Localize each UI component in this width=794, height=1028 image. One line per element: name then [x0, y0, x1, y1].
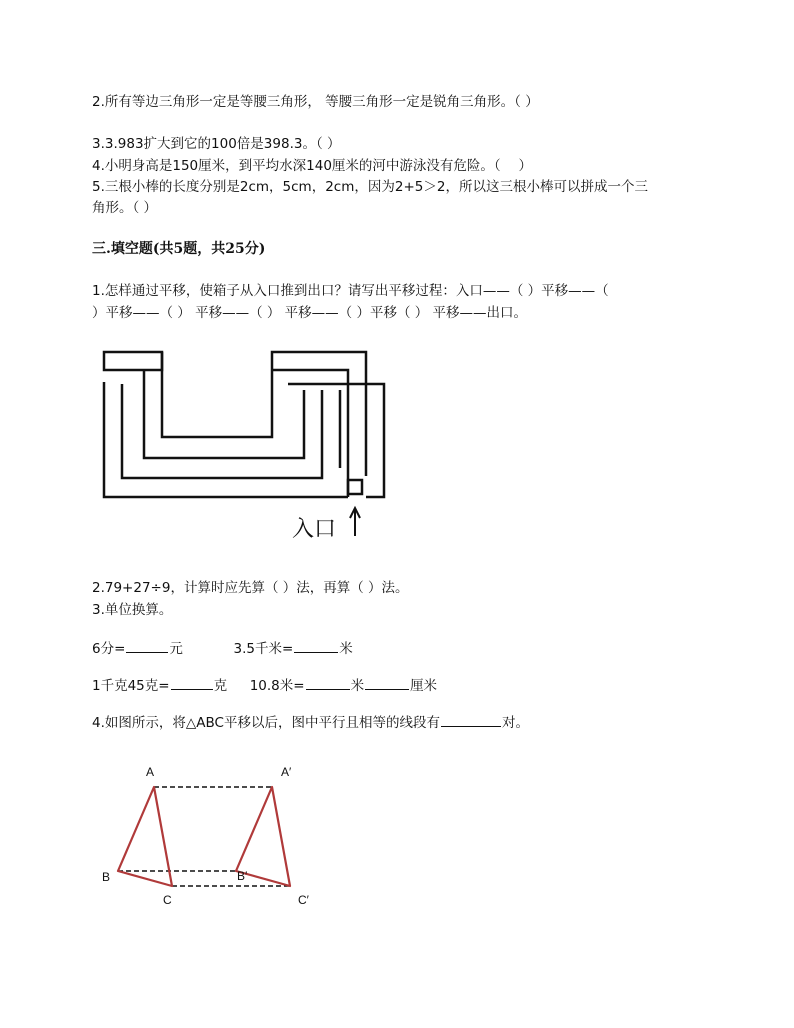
maze-wall-right-inner: [272, 370, 348, 497]
maze-box: [348, 480, 362, 494]
answer-blank[interactable]: [365, 675, 409, 690]
maze-outer-wall: [104, 352, 162, 370]
conversion-2a-unit: 克: [213, 678, 228, 694]
vertex-label-A: A: [146, 765, 155, 779]
judge-question-5-line2: 角形。（ ）: [92, 200, 158, 216]
maze-wall-left-outer: [104, 382, 348, 497]
triangle-ABC: [118, 787, 172, 886]
maze-wall-top-inner: [162, 352, 366, 476]
judge-question-4: 4.小明身高是150厘米，到平均水深140厘米的河中游泳没有危险。（ ）: [92, 158, 532, 174]
conversion-2b-unit1: 米: [350, 678, 365, 694]
conversion-2a-label: 1千克45克=: [92, 678, 170, 694]
conversion-1b-unit: 米: [339, 641, 353, 657]
judge-question-2: 2.所有等边三角形一定是等腰三角形， 等腰三角形一定是锐角三角形。（ ）: [92, 94, 539, 110]
answer-blank[interactable]: [441, 712, 501, 727]
vertex-label-B-prime: B′: [237, 869, 248, 883]
judge-question-3: 3.3.983扩大到它的100倍是398.3。（ ）: [92, 136, 341, 152]
fill-question-1-line2: ）平移——（ ） 平移——（ ） 平移——（ ）平移（ ） 平移——出口。: [92, 305, 528, 321]
conversion-2b-label: 10.8米=: [249, 678, 305, 694]
fill-question-4: [92, 712, 529, 733]
fill-question-1-line1: 1.怎样通过平移，使箱子从入口推到出口？请写出平移过程：入口——（ ）平移——（: [92, 283, 609, 299]
answer-blank[interactable]: [171, 675, 213, 690]
conversion-1a-label: 6分=: [92, 641, 126, 657]
maze-wall-left-inner-2: [144, 370, 304, 458]
answer-blank[interactable]: [294, 638, 338, 653]
conversion-row-2: [92, 675, 437, 696]
maze-wall-right-outer: [288, 384, 384, 497]
conversion-row-1: [92, 638, 353, 659]
answer-blank[interactable]: [306, 675, 350, 690]
fill-question-3: 3.单位换算。: [92, 602, 173, 618]
judge-question-5-line1: 5.三根小棒的长度分别是2cm，5cm，2cm，因为2+5＞2，所以这三根小棒可以拼成一个三: [92, 179, 648, 195]
conversion-1a-unit: 元: [169, 641, 183, 657]
maze-entrance-label: 入口: [292, 516, 337, 541]
vertex-label-C: C: [163, 893, 172, 907]
fill-question-4-suffix: 对。: [501, 715, 529, 731]
maze-wall-left-inner-1: [122, 384, 322, 478]
vertex-label-C-prime: C′: [298, 893, 309, 907]
fill-question-4-text: 4.如图所示，将△ABC平移以后，图中平行且相等的线段有: [92, 715, 440, 731]
maze-entrance-arrow: [350, 508, 360, 536]
triangle-ABC-translated: [236, 787, 290, 886]
vertex-label-B: B: [102, 870, 111, 884]
answer-blank[interactable]: [126, 638, 168, 653]
section-title-fill-in: 三.填空题(共5题，共25分): [92, 241, 266, 257]
conversion-1b-label: 3.5千米=: [233, 641, 294, 657]
fill-question-2: 2.79+27÷9，计算时应先算（ ）法，再算（ ）法。: [92, 580, 409, 596]
conversion-2b-unit2: 厘米: [410, 678, 438, 694]
vertex-label-A-prime: A′: [281, 765, 292, 779]
